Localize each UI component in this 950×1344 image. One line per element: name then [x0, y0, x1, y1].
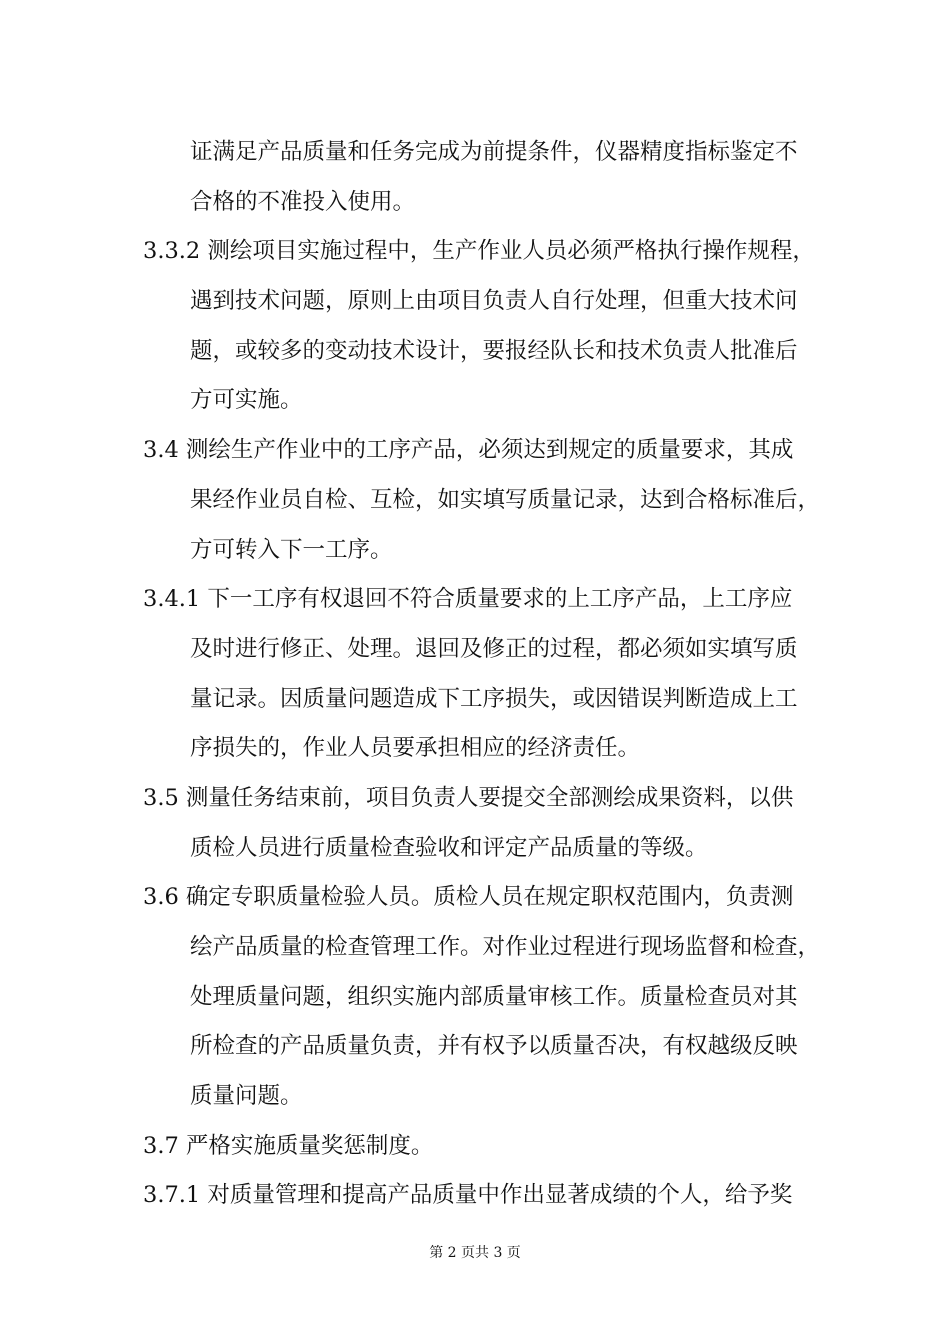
page-number-footer: 第 2 页共 3 页 [429, 1245, 521, 1261]
text-line: 方可转入下一工序。 [190, 536, 393, 563]
text-line: 及时进行修正、处理。退回及修正的过程，都必须如实填写质 [190, 635, 798, 662]
paragraph-3-3-2 [143, 227, 823, 426]
paragraph-3-7 [143, 1122, 823, 1172]
paragraph-3-6 [143, 873, 823, 1121]
text-line: 果经作业员自检、互检，如实填写质量记录，达到合格标准后， [190, 486, 821, 513]
text-line: 题，或较多的变动技术设计，要报经队长和技术负责人批准后 [190, 337, 798, 364]
text-line: 绘产品质量的检查管理工作。对作业过程进行现场监督和检查， [190, 934, 821, 960]
text-line: 质量问题。 [190, 1083, 303, 1110]
body-text [143, 128, 823, 1221]
text-line: 3.7.1 对质量管理和提高产品质量中作出显著成绩的个人，给予奖 [143, 1182, 793, 1209]
text-line: 量记录。因质量问题造成下工序损失，或因错误判断造成上工 [190, 685, 798, 712]
text-line: 3.3.2 测绘项目实施过程中，生产作业人员必须严格执行操作规程， [143, 238, 815, 265]
text-line: 3.4 测绘生产作业中的工序产品，必须达到规定的质量要求，其成 [143, 437, 794, 464]
text-line: 证满足产品质量和任务完成为前提条件，仪器精度指标鉴定不 [190, 139, 798, 165]
text-line: 方可实施。 [190, 387, 303, 414]
text-line: 所检查的产品质量负责，并有权予以质量否决，有权越级反映 [190, 1033, 798, 1060]
paragraph-3-4 [143, 426, 823, 575]
text-line: 3.4.1 下一工序有权退回不符合质量要求的上工序产品，上工序应 [143, 586, 793, 613]
paragraph [143, 128, 823, 227]
text-line: 3.7 严格实施质量奖惩制度。 [143, 1132, 434, 1159]
text-line: 处理质量问题，组织实施内部质量审核工作。质量检查员对其 [190, 983, 798, 1010]
text-line: 合格的不准投入使用。 [190, 188, 416, 215]
paragraph-3-4-1 [143, 575, 823, 774]
paragraph-3-7-1 [143, 1171, 823, 1221]
text-line: 3.5 测量任务结束前，项目负责人要提交全部测绘成果资料，以供 [143, 784, 794, 811]
text-line: 3.6 确定专职质量检验人员。质检人员在规定职权范围内，负责测 [143, 884, 794, 911]
paragraph-3-5 [143, 774, 823, 873]
text-line: 序损失的，作业人员要承担相应的经济责任。 [190, 735, 641, 762]
text-line: 质检人员进行质量检查验收和评定产品质量的等级。 [190, 834, 708, 861]
text-line: 遇到技术问题，原则上由项目负责人自行处理，但重大技术问 [190, 288, 798, 315]
